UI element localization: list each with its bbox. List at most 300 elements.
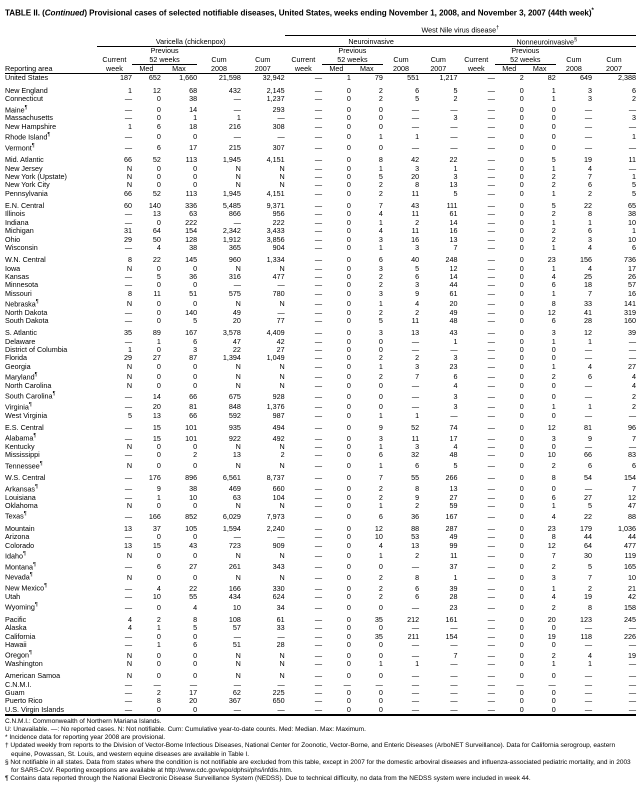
row-value-cell: 0	[551, 132, 556, 142]
row-value-cell: —	[487, 180, 495, 190]
row-value-cell: 3	[453, 172, 458, 182]
row-value-cell: —	[124, 450, 133, 460]
row-value-cell: 6	[193, 336, 198, 346]
row-value-cell: 2	[415, 353, 420, 363]
row-value-cell: 1	[588, 217, 592, 227]
row-value-cell: 0	[346, 217, 351, 227]
table-row[interactable]	[5, 483, 636, 494]
row-value-cell: 5	[588, 500, 592, 510]
table-row[interactable]	[5, 244, 636, 252]
row-value-cell: —	[487, 450, 495, 460]
row-value-cell: 10	[547, 450, 556, 460]
row-value-cell: 660	[272, 484, 285, 494]
row-value-cell: 0	[378, 640, 383, 650]
row-value-cell: 922	[228, 433, 241, 443]
row-value-cell: —	[314, 696, 322, 706]
row-value-cell: 87	[189, 353, 198, 363]
row-value-cell: 6	[632, 242, 636, 252]
row-value-cell: 1	[128, 85, 133, 95]
row-value-cell: 1,660	[161, 74, 197, 83]
row-value-cell: 105	[185, 523, 198, 533]
row-value-cell: 5	[453, 85, 458, 95]
table-row[interactable]	[5, 424, 636, 432]
row-value-cell: —	[285, 74, 322, 83]
row-value-cell: 2	[632, 402, 636, 412]
row-value-cell: 22	[584, 511, 592, 521]
row-value-cell: 10	[152, 591, 161, 601]
table-row[interactable]	[5, 131, 636, 142]
row-value-cell: 1	[156, 336, 161, 346]
row-value-cell: N	[279, 572, 285, 582]
row-value-cell: 551	[383, 74, 419, 83]
row-value-cell: 128	[185, 234, 198, 244]
row-value-cell: —	[487, 402, 495, 412]
row-value-cell: 0	[132, 706, 161, 715]
footnotes	[5, 715, 636, 783]
row-value-cell: 1	[551, 163, 556, 173]
row-value-cell: 12	[449, 263, 458, 273]
row-value-cell: —	[383, 706, 419, 715]
row-value-cell: —	[277, 132, 285, 142]
row-value-cell: 13	[449, 180, 458, 190]
row-value-cell: 0	[346, 532, 351, 542]
west-nile-group-label: West Nile virus disease	[421, 25, 497, 35]
row-value-cell: 2	[378, 572, 383, 582]
row-value-cell: —	[124, 583, 133, 593]
row-value-cell: 50	[152, 234, 161, 244]
row-value-cell: 0	[346, 271, 351, 281]
row-value-cell: —	[375, 679, 383, 689]
table-row[interactable]	[5, 571, 636, 582]
row-value-cell: 11	[450, 551, 458, 561]
row-value-cell: 0	[519, 640, 524, 650]
table-row[interactable]	[5, 190, 636, 198]
row-value-cell: —	[628, 640, 636, 650]
row-value-cell: 0	[346, 94, 351, 104]
row-value-cell: 1	[632, 132, 636, 142]
row-value-cell: 1	[415, 659, 420, 669]
current-label-neuro: Current	[291, 55, 316, 65]
row-value-cell: 63	[232, 492, 241, 502]
row-value-cell: 25	[584, 271, 592, 281]
row-value-cell: N	[235, 461, 241, 471]
row-value-cell: 154	[624, 473, 636, 483]
row-value-cell: 0	[346, 450, 351, 460]
row-value-cell: 2	[378, 94, 383, 104]
row-value-cell: 0	[346, 143, 351, 153]
row-value-cell: N	[235, 372, 241, 382]
row-value-cell: 0	[346, 500, 351, 510]
row-value-cell: 0	[156, 572, 161, 582]
row-value-cell: 2,240	[266, 523, 285, 533]
row-value-cell: 3	[453, 353, 458, 363]
row-value-cell: N	[279, 461, 285, 471]
row-value-cell: 6	[378, 450, 383, 460]
row-value-cell: 293	[272, 104, 285, 114]
row-value-cell: 1	[193, 113, 198, 123]
row-value-cell: 1	[551, 583, 556, 593]
row-value-cell: 0	[519, 659, 524, 669]
row-value-cell: 0	[378, 345, 383, 355]
row-value-cell: 32,942	[241, 74, 285, 83]
current-label-nonneuro: Current	[464, 55, 489, 65]
row-value-cell: 0	[519, 391, 524, 401]
row-value-cell: —	[314, 583, 322, 593]
row-value-cell: —	[628, 353, 636, 363]
row-value-cell: 26	[628, 271, 636, 281]
row-value-cell: N	[235, 659, 241, 669]
row-value-cell: —	[314, 473, 322, 483]
row-value-cell: —	[124, 132, 133, 142]
row-value-cell: 1	[415, 410, 420, 420]
row-value-cell: 62	[232, 688, 241, 698]
row-value-cell: N	[126, 500, 133, 510]
row-value-cell: 0	[156, 532, 161, 542]
row-value-cell: N	[235, 671, 241, 681]
row-value-cell: 5	[128, 410, 133, 420]
row-value-cell: —	[314, 132, 322, 142]
row-value-cell: —	[487, 288, 495, 298]
table-row[interactable]	[5, 641, 636, 649]
row-value-cell: N	[235, 361, 241, 371]
row-area-label: Massachusetts	[5, 113, 53, 123]
row-value-cell: —	[314, 361, 322, 371]
table-row[interactable]	[5, 550, 636, 561]
row-value-cell: 9	[415, 288, 420, 298]
table-row[interactable]	[5, 123, 636, 131]
col-2007-nonneuro: 2007	[606, 64, 622, 74]
row-value-cell: 27	[628, 361, 636, 371]
row-value-cell: 37	[152, 523, 161, 533]
row-value-cell: —	[450, 640, 458, 650]
row-value-cell: —	[314, 450, 322, 460]
row-value-cell: N	[126, 659, 133, 669]
notifiable-diseases-table	[5, 24, 636, 715]
row-value-cell: —	[124, 242, 133, 252]
row-value-cell: 0	[156, 372, 161, 382]
row-value-cell: —	[314, 422, 322, 432]
row-value-cell: 1	[588, 659, 592, 669]
row-value-cell: 4	[378, 209, 383, 219]
table-row[interactable]	[5, 142, 636, 153]
row-value-cell: 0	[378, 650, 383, 660]
row-value-cell: N	[126, 163, 133, 173]
table-row[interactable]	[5, 317, 636, 325]
row-value-cell: 36	[411, 511, 420, 521]
row-value-cell: —	[411, 679, 420, 689]
row-value-cell: 48	[449, 450, 458, 460]
row-value-cell: 0	[346, 315, 351, 325]
row-area-label: Alabama¶	[5, 433, 37, 443]
west-nile-marker: †	[496, 24, 500, 31]
row-value-cell: 469	[228, 484, 241, 494]
row-value-cell: 7	[632, 433, 636, 443]
row-area-label: Mississippi	[5, 450, 40, 460]
row-value-cell: 21	[628, 583, 636, 593]
row-value-cell: 44	[449, 280, 458, 290]
row-value-cell: —	[487, 209, 495, 219]
row-value-cell: —	[487, 422, 495, 432]
row-value-cell: 2	[378, 307, 383, 317]
row-value-cell: N	[235, 650, 241, 660]
row-value-cell: 211	[407, 631, 420, 641]
row-value-cell: 28	[584, 315, 592, 325]
row-value-cell: 3	[378, 328, 383, 338]
row-value-cell: —	[628, 623, 636, 633]
header-row-previous	[5, 47, 636, 56]
row-value-cell: 0	[346, 113, 351, 123]
table-row[interactable]	[5, 460, 636, 471]
row-value-cell: 0	[346, 650, 351, 660]
row-value-cell: —	[548, 679, 556, 689]
title-suffix: ) Provisional cases of selected notifiable diseases, United States, weeks ending November 1, 2008, and November 3, 2007 (44th week)	[84, 8, 592, 18]
row-value-cell: 336	[185, 201, 198, 211]
row-value-cell: —	[314, 551, 322, 561]
footnote-star: * Incidence data for reporting year 2008 are provisional.	[5, 734, 166, 742]
row-value-cell: 8	[378, 155, 383, 165]
row-value-cell: 4	[193, 602, 198, 612]
row-value-cell: 0	[156, 380, 161, 390]
row-value-cell: 1	[378, 132, 383, 142]
row-value-cell: 434	[228, 591, 241, 601]
row-value-cell: —	[487, 163, 495, 173]
row-value-cell: 736	[624, 255, 636, 265]
row-value-cell: 4	[156, 583, 161, 593]
row-value-cell: —	[411, 688, 420, 698]
row-value-cell: 0	[193, 659, 198, 669]
table-row[interactable]	[5, 510, 636, 521]
header-row-group-top	[5, 24, 636, 35]
row-value-cell: 0	[519, 132, 524, 142]
row-value-cell: 0	[346, 623, 351, 633]
row-value-cell: 101	[185, 422, 198, 432]
row-value-cell: —	[487, 255, 495, 265]
row-value-cell: —	[124, 391, 133, 401]
row-value-cell: —	[411, 562, 420, 572]
row-value-cell: 31	[124, 226, 133, 236]
row-value-cell: 0	[519, 155, 524, 165]
table-row[interactable]	[5, 451, 636, 459]
row-value-cell: 5	[193, 623, 198, 633]
row-value-cell: 42	[628, 591, 636, 601]
row-value-cell: 0	[346, 242, 351, 252]
table-row[interactable]	[5, 382, 636, 390]
row-value-cell: —	[124, 113, 133, 123]
row-value-cell: 6	[551, 492, 556, 502]
row-value-cell: 0	[378, 380, 383, 390]
row-value-cell: 0	[346, 234, 351, 244]
row-value-cell: 18	[189, 121, 198, 131]
table-row[interactable]	[5, 601, 636, 612]
row-area-label: New Mexico¶	[5, 583, 48, 593]
table-row[interactable]	[5, 561, 636, 572]
row-value-cell: 3	[588, 94, 592, 104]
row-value-cell: 28	[276, 640, 285, 650]
table-row[interactable]	[5, 502, 636, 510]
row-value-cell: —	[487, 361, 495, 371]
row-value-cell: 0	[519, 217, 524, 227]
table-row[interactable]	[5, 290, 636, 298]
table-body	[5, 74, 636, 715]
row-value-cell: —	[487, 315, 495, 325]
row-value-cell: —	[314, 391, 322, 401]
row-area-label: Connecticut	[5, 94, 43, 104]
row-value-cell: 156	[580, 255, 592, 265]
row-value-cell: —	[487, 345, 495, 355]
row-value-cell: —	[314, 523, 322, 533]
table-row[interactable]	[5, 706, 636, 715]
row-area-label: S. Atlantic	[5, 328, 37, 338]
row-value-cell: —	[487, 172, 495, 182]
row-value-cell: 0	[156, 461, 161, 471]
row-value-cell: 307	[272, 143, 285, 153]
row-value-cell: 16	[411, 234, 420, 244]
row-value-cell: —	[584, 696, 592, 706]
row-value-cell: —	[314, 113, 322, 123]
table-row[interactable]	[5, 660, 636, 668]
row-value-cell: 141	[624, 299, 636, 309]
row-value-cell: —	[97, 706, 132, 715]
row-value-cell: 0	[519, 492, 524, 502]
row-value-cell: 0	[156, 551, 161, 561]
row-value-cell: —	[314, 234, 322, 244]
row-value-cell: —	[628, 688, 636, 698]
row-area-label: New Jersey	[5, 163, 43, 173]
table-row[interactable]	[5, 363, 636, 371]
row-area-label: Maryland¶	[5, 372, 38, 382]
row-value-cell: 15	[152, 540, 161, 550]
row-value-cell: 0	[519, 163, 524, 173]
row-value-cell: 0	[346, 422, 351, 432]
row-value-cell: 0	[519, 345, 524, 355]
table-row[interactable]	[5, 401, 636, 412]
row-area-label: West Virginia	[5, 410, 48, 420]
row-value-cell: 0	[346, 104, 351, 114]
row-area-label: New York (Upstate)	[5, 172, 67, 182]
row-value-cell: 1	[551, 288, 556, 298]
row-value-cell: 575	[228, 288, 241, 298]
row-value-cell: 226	[624, 631, 636, 641]
row-value-cell: 1	[551, 361, 556, 371]
row-value-cell: 6	[193, 640, 198, 650]
row-value-cell: 0	[519, 209, 524, 219]
row-value-cell: —	[487, 602, 495, 612]
row-value-cell: —	[314, 163, 322, 173]
table-row[interactable]	[5, 390, 636, 401]
row-value-cell: N	[279, 263, 285, 273]
row-value-cell: N	[126, 650, 133, 660]
row-value-cell: —	[314, 623, 322, 633]
row-value-cell: —	[487, 113, 495, 123]
row-value-cell: 11	[411, 226, 420, 236]
table-row[interactable]	[5, 542, 636, 550]
row-value-cell: 27	[584, 492, 592, 502]
row-value-cell: 167	[185, 328, 198, 338]
row-value-cell: 47	[232, 336, 241, 346]
table-row[interactable]	[5, 74, 636, 83]
row-value-cell: 53	[411, 532, 420, 542]
row-value-cell: 23	[547, 523, 556, 533]
row-value-cell: 0	[551, 391, 556, 401]
row-value-cell: 22	[449, 155, 458, 165]
row-value-cell: 74	[449, 422, 458, 432]
row-value-cell: 0	[519, 631, 524, 641]
row-value-cell: 935	[228, 422, 241, 432]
row-area-marker: ¶	[32, 561, 36, 568]
previous-label-nonneuro: Previous	[511, 46, 540, 56]
row-value-cell: 20	[547, 614, 556, 624]
row-value-cell: N	[126, 671, 133, 681]
row-value-cell: 0	[519, 422, 524, 432]
row-value-cell: 4	[453, 380, 458, 390]
row-value-cell: —	[314, 336, 322, 346]
row-value-cell: 12	[547, 307, 556, 317]
row-value-cell: 5	[588, 562, 592, 572]
row-value-cell: 43	[449, 328, 458, 338]
row-value-cell: 41	[584, 307, 592, 317]
table-row[interactable]	[5, 95, 636, 103]
row-value-cell: 14	[449, 217, 458, 227]
header-row-groups	[5, 35, 636, 47]
row-value-cell: N	[126, 263, 133, 273]
row-value-cell: —	[458, 74, 495, 83]
row-value-cell: —	[411, 671, 420, 681]
row-value-cell: 928	[272, 391, 285, 401]
row-value-cell: 14	[189, 104, 198, 114]
row-value-cell: 2	[551, 562, 556, 572]
row-value-cell: 477	[272, 271, 285, 281]
row-value-cell: 675	[228, 391, 241, 401]
row-value-cell: 35	[124, 328, 133, 338]
row-value-cell: —	[487, 523, 495, 533]
row-area-label: Kentucky	[5, 442, 35, 452]
row-value-cell: 6	[453, 372, 458, 382]
row-value-cell: 5	[551, 155, 556, 165]
table-row[interactable]	[5, 593, 636, 601]
row-value-cell: —	[487, 307, 495, 317]
row-value-cell: 4	[632, 380, 636, 390]
row-value-cell: 0	[193, 442, 198, 452]
row-value-cell: 4	[128, 614, 133, 624]
row-value-cell: —	[124, 562, 133, 572]
row-value-cell: 0	[346, 353, 351, 363]
row-value-cell: —	[314, 540, 322, 550]
row-value-cell: —	[584, 640, 592, 650]
row-value-cell: 0	[346, 307, 351, 317]
row-area-label: Guam	[5, 688, 25, 698]
table-row[interactable]	[5, 474, 636, 482]
row-value-cell: —	[628, 671, 636, 681]
row-area-marker: ¶	[34, 372, 38, 379]
row-value-cell: 11	[411, 209, 420, 219]
row-value-cell: —	[628, 410, 636, 420]
row-value-cell: 2,342	[222, 226, 241, 236]
row-value-cell: 0	[156, 361, 161, 371]
row-value-cell: 0	[193, 299, 198, 309]
row-value-cell: 6	[415, 461, 420, 471]
footnote-pilcrow: ¶ Contains data reported through the National Electronic Disease Surveillance System (NEDSS). Due to technical difficulty, no data from the NEDSS system were included in week 44.	[5, 774, 531, 782]
row-value-cell: 0	[519, 328, 524, 338]
row-value-cell: 6	[415, 271, 420, 281]
row-value-cell: 8	[588, 602, 592, 612]
row-value-cell: —	[487, 688, 495, 698]
row-value-cell: 3	[453, 113, 458, 123]
row-value-cell: 6	[588, 226, 592, 236]
row-value-cell: 909	[272, 540, 285, 550]
table-row[interactable]	[5, 412, 636, 420]
row-area-label: North Dakota	[5, 307, 48, 317]
row-value-cell: 5	[415, 94, 420, 104]
